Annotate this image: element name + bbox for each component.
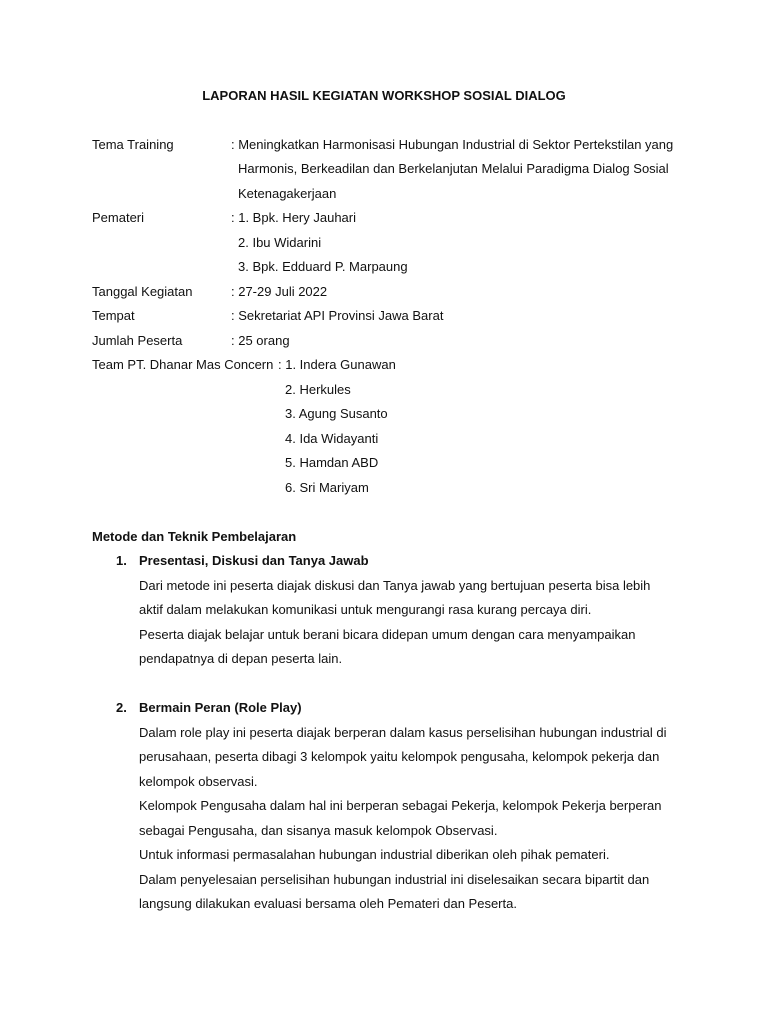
team-member: : 1. Indera Gunawan [278, 357, 396, 372]
metode-item-text: langsung dilakukan evaluasi bersama oleh Pemateri dan Peserta. [139, 896, 517, 911]
team-member: 2. Herkules [285, 382, 351, 397]
metode-item-number: 1. [116, 553, 127, 568]
team-member: 3. Agung Susanto [285, 406, 388, 421]
tanggal-value: : 27-29 Juli 2022 [231, 284, 328, 299]
metode-item-text: Untuk informasi permasalahan hubungan industrial diberikan oleh pihak pemateri. [139, 847, 610, 862]
metode-heading: Metode dan Teknik Pembelajaran [92, 529, 297, 544]
metode-item-title: Bermain Peran (Role Play) [139, 700, 302, 715]
metode-item-text: kelompok observasi. [139, 774, 258, 789]
pemateri-item: 2. Ibu Widarini [238, 235, 322, 250]
team-member: 4. Ida Widayanti [285, 431, 379, 446]
pemateri-label: Pemateri [92, 210, 145, 225]
tema-line: Harmonis, Berkeadilan dan Berkelanjutan Melalui Paradigma Dialog Sosial [238, 161, 669, 176]
metode-item-text: Kelompok Pengusaha dalam hal ini berperan sebagai Pekerja, kelompok Pekerja berperan [139, 798, 662, 813]
tema-label: Tema Training [92, 137, 174, 152]
tempat-value: : Sekretariat API Provinsi Jawa Barat [231, 308, 444, 323]
jumlah-label: Jumlah Peserta [92, 333, 183, 348]
pemateri-item: 3. Bpk. Edduard P. Marpaung [238, 259, 408, 274]
metode-item-text: pendapatnya di depan peserta lain. [139, 651, 343, 666]
team-label: Team PT. Dhanar Mas Concern [92, 357, 274, 372]
metode-item-text: Peserta diajak belajar untuk berani bicara didepan umum dengan cara menyampaikan [139, 627, 636, 642]
team-member: 5. Hamdan ABD [285, 455, 379, 470]
team-member: 6. Sri Mariyam [285, 480, 369, 495]
tanggal-label: Tanggal Kegiatan [92, 284, 193, 299]
document-title: LAPORAN HASIL KEGIATAN WORKSHOP SOSIAL DIALOG [202, 88, 566, 103]
metode-item-text: sebagai Pengusaha, dan sisanya masuk kelompok Observasi. [139, 823, 498, 838]
metode-item-title: Presentasi, Diskusi dan Tanya Jawab [139, 553, 369, 568]
metode-item-text: Dalam penyelesaian perselisihan hubungan industrial ini diselesaikan secara bipartit dan [139, 872, 650, 887]
pemateri-item: : 1. Bpk. Hery Jauhari [231, 210, 356, 225]
metode-item-text: perusahaan, peserta dibagi 3 kelompok yaitu kelompok pengusaha, kelompok pekerja dan [139, 749, 660, 764]
tema-line: : Meningkatkan Harmonisasi Hubungan Industrial di Sektor Pertekstilan yang [231, 137, 674, 152]
metode-item-text: Dari metode ini peserta diajak diskusi dan Tanya jawab yang bertujuan peserta bisa lebih [139, 578, 651, 593]
jumlah-value: : 25 orang [231, 333, 290, 348]
metode-item-text: aktif dalam melakukan komunikasi untuk mengurangi rasa kurang percaya diri. [139, 602, 592, 617]
metode-item-text: Dalam role play ini peserta diajak berperan dalam kasus perselisihan hubungan industrial di [139, 725, 667, 740]
tema-line: Ketenagakerjaan [238, 186, 337, 201]
tempat-label: Tempat [92, 308, 135, 323]
metode-item-number: 2. [116, 700, 127, 715]
